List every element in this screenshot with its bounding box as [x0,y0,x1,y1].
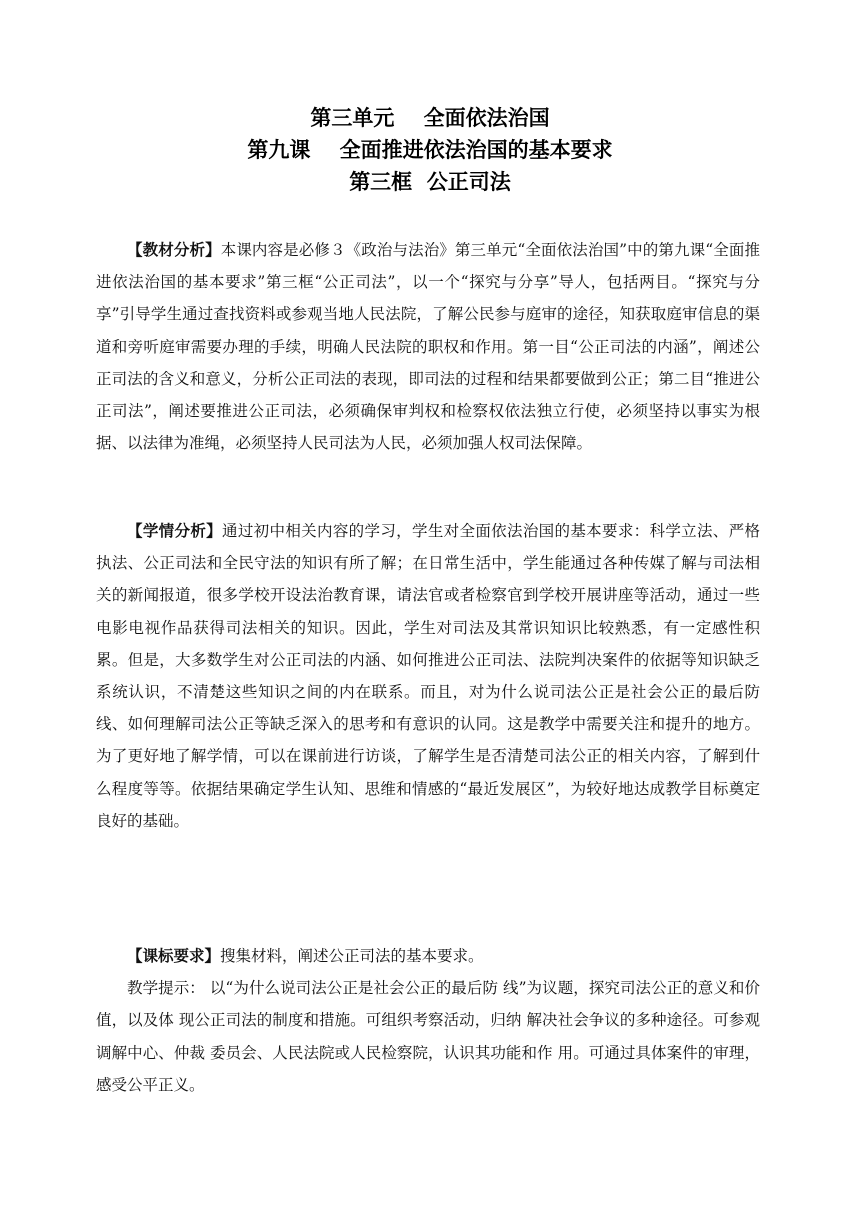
student-analysis-label: 【学情分析】 [127,522,222,540]
textbook-analysis-section [96,234,760,459]
curriculum-requirement-text: 搜集材料，阐述公正司法的基本要求。 [220,947,484,965]
textbook-analysis-text: 本课内容是必修３《政治与法治》第三单元“全面依法治国”中的第九课“全面推进依法治国的基本要求”第三框“公正司法”，以一个“探究与分享”导人，包括两目。“探究与分享”引导学生通过查找资料或参观当地人民法院，了解公民参与庭审的途径，知获取庭审信息的渠道和旁听庭审需要办理的手续，明确人民法院的职权和作用。第一目“公正司法的内涵”，阐述公正司法的含义和意义，分析公正司法的表现，即司法的过程和结果都要做到公正；第二目“推进公正司法”，阐述要推进公正司法，必须确保审判权和检察权依法独立行使，必须坚持以事实为根据、以法律为准绳，必须坚持人民司法为人民，必须加强人权司法保障。 [96,241,760,453]
curriculum-requirement-label: 【课标要求】 [127,947,221,965]
lesson-title: 第九课 全面推进依法治国的基本要求 [247,138,613,162]
student-analysis-section [96,515,760,837]
student-analysis-text: 通过初中相关内容的学习，学生对全面依法治国的基本要求：科学立法、严格执法、公正司法和全民守法的知识有所了解；在日常生活中，学生能通过各种传媒了解与司法相关的新闻报道，很多学校开设法治教育课，请法官或者检察官到学校开展讲座等活动，通过一些电影电视作品获得司法相关的知识。因此，学生对司法及其常识知识比较熟悉，有一定感性积累。但是，大多数学生对公正司法的内涵、如何推进公正司法、法院判决案件的依据等知识缺乏系统认识，不清楚这些知识之间的内在联系。而且，对为什么说司法公正是社会公正的最后防线、如何理解司法公正等缺乏深入的思考和有意识的认同。这是教学中需要关注和提升的地方。为了更好地了解学情，可以在课前进行访谈，了解学生是否清楚司法公正的相关内容，了解到什么程度等等。依据结果确定学生认知、思维和情感的“最近发展区”，为较好地达成教学目标奠定良好的基础。 [96,522,760,830]
textbook-analysis-label: 【教材分析】 [127,241,221,259]
frame-title: 第三框 公正司法 [349,170,511,194]
textbook-analysis-paragraph [96,234,760,459]
curriculum-requirement-paragraph [96,940,760,972]
unit-title: 第三单元 全面依法治国 [310,106,550,130]
curriculum-requirement-section [96,940,760,1101]
teaching-tip-paragraph: 教学提示： 以“为什么说司法公正是社会公正的最后防 线”为议题，探究司法公正的意义和价值，以及体 现公正司法的制度和措施。可组织考察活动，归纳 解决社会争议的多种途径。可参观调解中心、仲裁 委员会、人民法院或人民检察院，认识其功能和作 用。可通过具体案件的审理，感受公平正义。 [96,979,760,1094]
title-block [0,102,860,198]
student-analysis-paragraph [96,515,760,837]
